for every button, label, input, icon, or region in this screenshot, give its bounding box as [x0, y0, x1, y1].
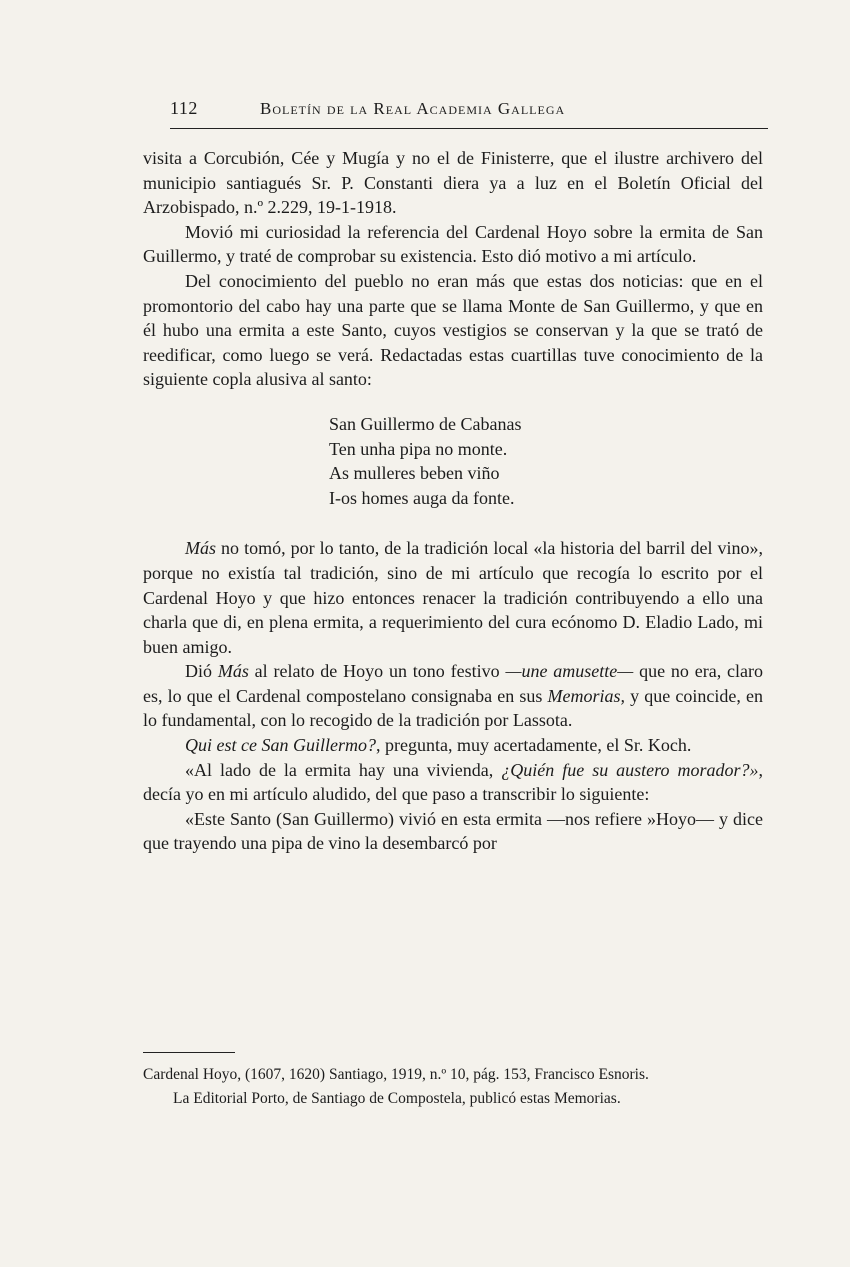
paragraph-5 [143, 659, 763, 733]
paragraph-3: Del conocimiento del pueblo no eran más que estas dos noticias: que en el promontorio del cabo hay una parte que se llama Monte de San Guillermo, y que en él hubo una ermita a este Santo, cuyos vestigios se conservan y la que se trató de reedificar, como luego se verá. Redactadas estas cuartillas tuve conocimiento de la siguiente copla alusiva al santo: [143, 270, 763, 390]
body-text [143, 146, 763, 856]
paragraph-4-text: no tomó, por lo tanto, de la tradición local «la historia del barril del vino», porque no existía tal tradición, sino de mi artículo que recogía lo escrito por el Cardenal Hoyo y que hizo entonces renacer la tradición contribuyendo a ello una charla que di, en plena ermita, a requerimiento del cura ecónomo D. Eladio Lado, mi buen amigo. [143, 538, 763, 657]
page-number: 112 [170, 98, 198, 118]
verse-line: San Guillermo de Cabanas [329, 413, 522, 434]
verse-line: I-os homes auga da fonte. [329, 487, 515, 508]
italic-memorias: Memorias, [547, 685, 626, 706]
paragraph-5-text-c: que no era, claro es, lo que el Cardenal compostelano consignaba en sus [143, 661, 764, 706]
paragraph-7-text-a: «Al lado de la ermita hay una vivienda, [185, 759, 502, 780]
italic-amusette: —une amusette— [505, 661, 634, 682]
paragraph-7 [143, 758, 763, 807]
running-title: Boletín de la Real Academia Gallega [260, 99, 566, 118]
paragraph-8: «Este Santo (San Guillermo) vivió en esta ermita —nos refiere »Hoyo— y dice que trayendo una pipa de vino la desembarcó por [143, 808, 763, 854]
header-rule [170, 128, 768, 129]
footnote-rule [143, 1052, 235, 1053]
paragraph-6-text: , pregunta, muy acertadamente, el Sr. Koch. [375, 735, 692, 756]
verse-block [329, 412, 763, 510]
footnote-1: Cardenal Hoyo, (1607, 1620) Santiago, 1919, n.º 10, pág. 153, Francisco Esnoris. [143, 1066, 649, 1083]
italic-quien: ¿Quién fue su austero morador?» [501, 759, 759, 780]
verse-line: As mulleres beben viño [329, 463, 500, 484]
paragraph-2: Movió mi curiosidad la referencia del Cardenal Hoyo sobre la ermita de San Guillermo, y traté de comprobar su existencia. Esto dió motivo a mi artículo. [143, 221, 763, 267]
paragraph-5-text-a: Dió [185, 661, 218, 682]
italic-question: Qui est ce San Guillermo? [185, 735, 376, 756]
italic-mas: Más [185, 538, 216, 559]
paragraph-5-text-b: al relato de Hoyo un tono festivo [248, 661, 506, 682]
footnote-2: La Editorial Porto, de Santiago de Compostela, publicó estas Memorias. [173, 1089, 621, 1107]
paragraph-1: visita a Corcubión, Cée y Mugía y no el de Finisterre, que el ilustre archivero del municipio santiagués Sr. P. Constanti diera ya a luz en el Boletín Oficial del Arzobispado, n.º 2.229, 19-1-1918. [143, 148, 763, 218]
paragraph-5-text-d: y que coincide, en lo fundamental, con lo recogido de la tradición por Lassota. [143, 685, 763, 731]
italic-mas: Más [217, 661, 249, 682]
paragraph-7-text-b: , decía yo en mi artículo aludido, del que paso a transcribir lo siguiente: [143, 759, 763, 805]
paragraph-6 [143, 733, 763, 758]
verse-line: Ten unha pipa no monte. [329, 438, 508, 459]
page-header [170, 98, 770, 128]
footnotes [143, 1066, 759, 1113]
paragraph-4 [143, 536, 763, 659]
